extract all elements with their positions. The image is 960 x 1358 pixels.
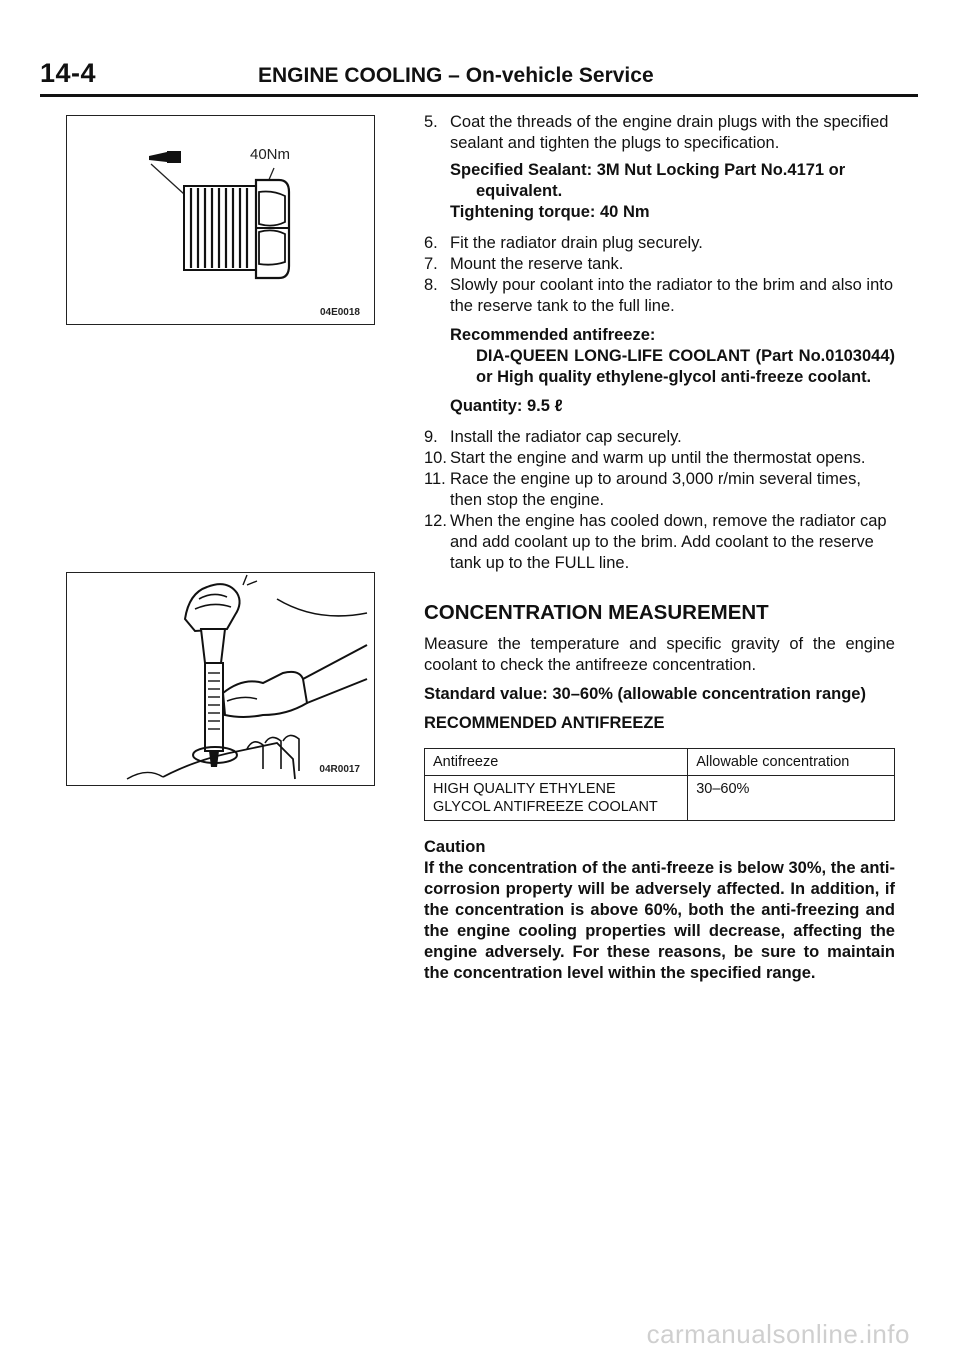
watermark: carmanualsonline.info [646,1319,910,1349]
drain-plug-illustration [67,116,374,324]
step-11: 11. Race the engine up to around 3,000 r/min several times, then stop the engine. [424,470,861,509]
steps-9-12 [424,427,895,574]
procedure-content [424,112,895,984]
section-title: ENGINE COOLING – On-vehicle Service [258,64,654,87]
table-header-concentration: Allowable concentration [688,749,895,776]
step-6: 6. Fit the radiator drain plug securely. [424,234,703,252]
figure-code: 04R0017 [319,764,360,775]
antifreeze-table [424,748,895,821]
table-cell-antifreeze: HIGH QUALITY ETHYLENE GLYCOL ANTIFREEZE COOLANT [425,776,688,821]
step-9: 9. Install the radiator cap securely. [424,428,682,446]
concentration-heading: CONCENTRATION MEASUREMENT [424,601,769,624]
step-8: 8. Slowly pour coolant into the radiator to the brim and also into the reserve tank to the full line. [424,276,894,315]
step-7: 7. Mount the reserve tank. [424,255,624,273]
figure-drain-plug [66,115,375,325]
quantity-spec: Quantity: 9.5 ℓ [450,397,563,415]
table-cell-concentration: 30–60% [688,776,895,821]
sealant-spec: Specified Sealant: 3M Nut Locking Part No.4171 or equivalent. Tightening torque: 40 Nm [450,161,846,221]
figure-code: 04E0018 [319,307,360,318]
concentration-body: Measure the temperature and specific gravity of the engine coolant to check the antifreeze concentration. [424,635,895,674]
page-number: 14-4 [40,58,97,88]
table-header-antifreeze: Antifreeze [425,749,688,776]
table-row [425,776,895,821]
step-12: 12. When the engine has cooled down, remove the radiator cap and add coolant up to the brim. Add coolant to the reserve tank up to the FULL line. [424,512,887,572]
figure-hydrometer [66,572,375,786]
hydrometer-illustration [67,573,374,785]
recommended-antifreeze-title: RECOMMENDED ANTIFREEZE [424,714,665,732]
caution-title: Caution [424,838,486,856]
step-10: 10. Start the engine and warm up until the thermostat opens. [424,449,866,467]
steps-6-8 [424,233,895,317]
table-header-row [425,749,895,776]
step-5: 5. Coat the threads of the engine drain plugs with the specified sealant and tighten the plugs to specification. [424,113,889,152]
standard-value: Standard value: 30–60% (allowable concentration range) [424,685,866,703]
torque-label: 40Nm [250,146,291,163]
antifreeze-spec: Recommended antifreeze: DIA-QUEEN LONG-LIFE COOLANT (Part No.0103044) or High quality ethylene-glycol anti-freeze coolant. Quantity: 9.5 ℓ [450,326,895,415]
caution-text: If the concentration of the anti-freeze is below 30%, the anti-corrosion property will be adversely affected. In addition, if the concentration is above 60%, both the anti-freezing and the engine cooling properties will decrease, affecting the engine adversely. For these reasons, be sure to maintain the concentration level within the specified range. [424,859,895,982]
page-header [40,58,918,97]
